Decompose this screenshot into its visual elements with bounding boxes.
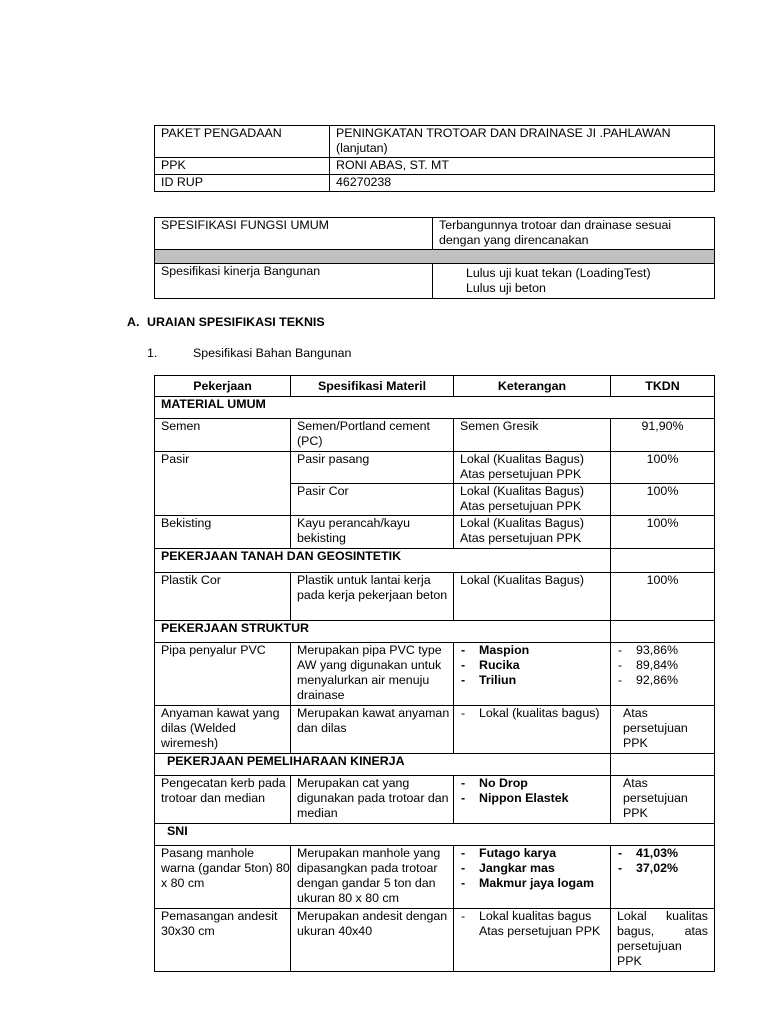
spesifikasi-cell: Merupakan cat yang digunakan pada trotoar dan median [291,776,454,824]
spesifikasi-cell: Plastik untuk lantai kerja pada kerja pekerjaan beton [291,573,454,621]
table-row [155,218,715,250]
brand-list [460,706,610,721]
keterangan-cell: Semen Gresik [454,419,611,452]
pekerjaan-cell: Semen [155,419,291,452]
keterangan-cell: Lokal (Kualitas Bagus) Atas persetujuan PPK [454,484,611,516]
keterangan-cell [454,776,611,824]
section-row [155,754,715,776]
column-header: Spesifikasi Materil [291,376,454,397]
pekerjaan-cell: Pemasangan andesit 30x30 cm [155,909,291,972]
tkdn-cell: Lokal kualitas bagus, atas persetujuan PPK [611,909,715,972]
table-row [155,126,715,158]
subsection-heading [147,346,351,361]
column-header: Pekerjaan [155,376,291,397]
table-row [155,516,715,549]
spec-fungsi-label: SPESIFIKASI FUNGSI UMUM [155,218,433,250]
section-title: SNI [155,824,715,846]
spesifikasi-cell: Kayu perancah/kayu bekisting [291,516,454,549]
subsection-title: Spesifikasi Bahan Bangunan [193,346,352,360]
table-row [155,158,715,175]
info-label: ID RUP [155,175,330,192]
section-label: A. [127,315,140,329]
subsection-number: 1. [147,346,158,360]
pekerjaan-cell: Pasang manhole warna (gandar 5ton) 80 x 80 cm [155,846,291,909]
table-row [155,419,715,452]
pekerjaan-cell: Anyaman kawat yang dilas (Welded wiremesh) [155,706,291,754]
spec-table [154,217,715,299]
kinerja-item: Lulus uji beton [466,281,546,295]
keterangan-cell: Lokal (Kualitas Bagus) [454,573,611,621]
section-title: MATERIAL UMUM [155,397,715,419]
brand-list [460,909,610,939]
spec-fungsi-value: Terbangunnya trotoar dan drainase sesuai dengan yang direncanakan [433,218,715,250]
table-row [155,643,715,706]
list-item: - Jangkar mas [460,861,610,876]
table-row [155,175,715,192]
empty-cell [611,549,715,573]
tkdn-cell: 100% [611,573,715,621]
table-header-row [155,376,715,397]
section-title: PEKERJAAN TANAH DAN GEOSINTETIK [155,549,611,573]
list-item: - 41,03% [617,846,714,861]
spesifikasi-cell: Pasir Cor [291,484,454,516]
tkdn-cell: Atas persetujuan PPK [611,706,715,754]
list-item: - Lokal kualitas bagus Atas persetujuan PPK [460,909,610,939]
brand-list [460,643,610,688]
info-value: RONI ABAS, ST. MT [330,158,715,175]
keterangan-cell [454,909,611,972]
list-item: - No Drop [460,776,610,791]
keterangan-cell: Lokal (Kualitas Bagus) Atas persetujuan PPK [454,452,611,484]
brand-list [460,846,610,891]
table-row [155,573,715,621]
info-value: PENINGKATAN TROTOAR DAN DRAINASE JI .PAHLAWAN (lanjutan) [330,126,715,158]
table-row [155,776,715,824]
info-label: PPK [155,158,330,175]
section-row [155,621,715,643]
pekerjaan-cell: Pipa penyalur PVC [155,643,291,706]
section-heading [127,315,325,330]
spesifikasi-cell: Semen/Portland cement (PC) [291,419,454,452]
table-row [155,264,715,299]
pekerjaan-cell: Plastik Cor [155,573,291,621]
brand-list [460,776,610,806]
tkdn-cell: 100% [611,452,715,484]
tkdn-cell [611,846,715,909]
pekerjaan-cell: Pasir [155,452,291,516]
spec-kinerja-values [433,264,715,299]
gray-divider-row [155,250,715,264]
section-row [155,549,715,573]
pekerjaan-cell: Bekisting [155,516,291,549]
kinerja-item: Lulus uji kuat tekan (LoadingTest) [466,266,651,280]
list-item: - 92,86% [617,673,714,688]
list-item: - Nippon Elastek [460,791,610,806]
section-row [155,824,715,846]
info-table [154,125,715,192]
pekerjaan-cell: Pengecatan kerb pada trotoar dan median [155,776,291,824]
info-value: 46270238 [330,175,715,192]
table-row [155,909,715,972]
section-title: URAIAN SPESIFIKASI TEKNIS [147,315,325,329]
empty-cell [611,754,715,776]
list-item: - Rucika [460,658,610,673]
spec-kinerja-label: Spesifikasi kinerja Bangunan [155,264,433,299]
keterangan-cell [454,706,611,754]
list-item: - Futago karya [460,846,610,861]
keterangan-cell [454,846,611,909]
tkdn-cell: Atas persetujuan PPK [611,776,715,824]
list-item: - Triliun [460,673,610,688]
tkdn-cell: 91,90% [611,419,715,452]
keterangan-cell [454,643,611,706]
list-item: - Maspion [460,643,610,658]
list-item: - 89,84% [617,658,714,673]
spesifikasi-cell: Merupakan pipa PVC type AW yang digunakan untuk menyalurkan air menuju drainase [291,643,454,706]
empty-cell [611,621,715,643]
spesifikasi-cell: Pasir pasang [291,452,454,484]
section-row [155,397,715,419]
tkdn-cell: 100% [611,516,715,549]
column-header: Keterangan [454,376,611,397]
list-item: - 37,02% [617,861,714,876]
table-row [155,706,715,754]
keterangan-cell: Lokal (Kualitas Bagus) Atas persetujuan PPK [454,516,611,549]
tkdn-cell [611,643,715,706]
spesifikasi-cell: Merupakan kawat anyaman dan dilas [291,706,454,754]
list-item: - Makmur jaya logam [460,876,610,891]
list-item: - 93,86% [617,643,714,658]
tkdn-cell: 100% [611,484,715,516]
list-item: - Lokal (kualitas bagus) [460,706,610,721]
section-title: PEKERJAAN PEMELIHARAAN KINERJA [155,754,611,776]
section-title: PEKERJAAN STRUKTUR [155,621,611,643]
tkdn-list [617,643,714,688]
column-header: TKDN [611,376,715,397]
materials-table [154,375,715,972]
spesifikasi-cell: Merupakan andesit dengan ukuran 40x40 [291,909,454,972]
table-row [155,452,715,484]
info-label: PAKET PENGADAAN [155,126,330,158]
gray-divider [155,250,715,264]
table-row [155,846,715,909]
tkdn-list [617,846,714,876]
spesifikasi-cell: Merupakan manhole yang dipasangkan pada trotoar dengan gandar 5 ton dan ukuran 80 x 80 cm [291,846,454,909]
